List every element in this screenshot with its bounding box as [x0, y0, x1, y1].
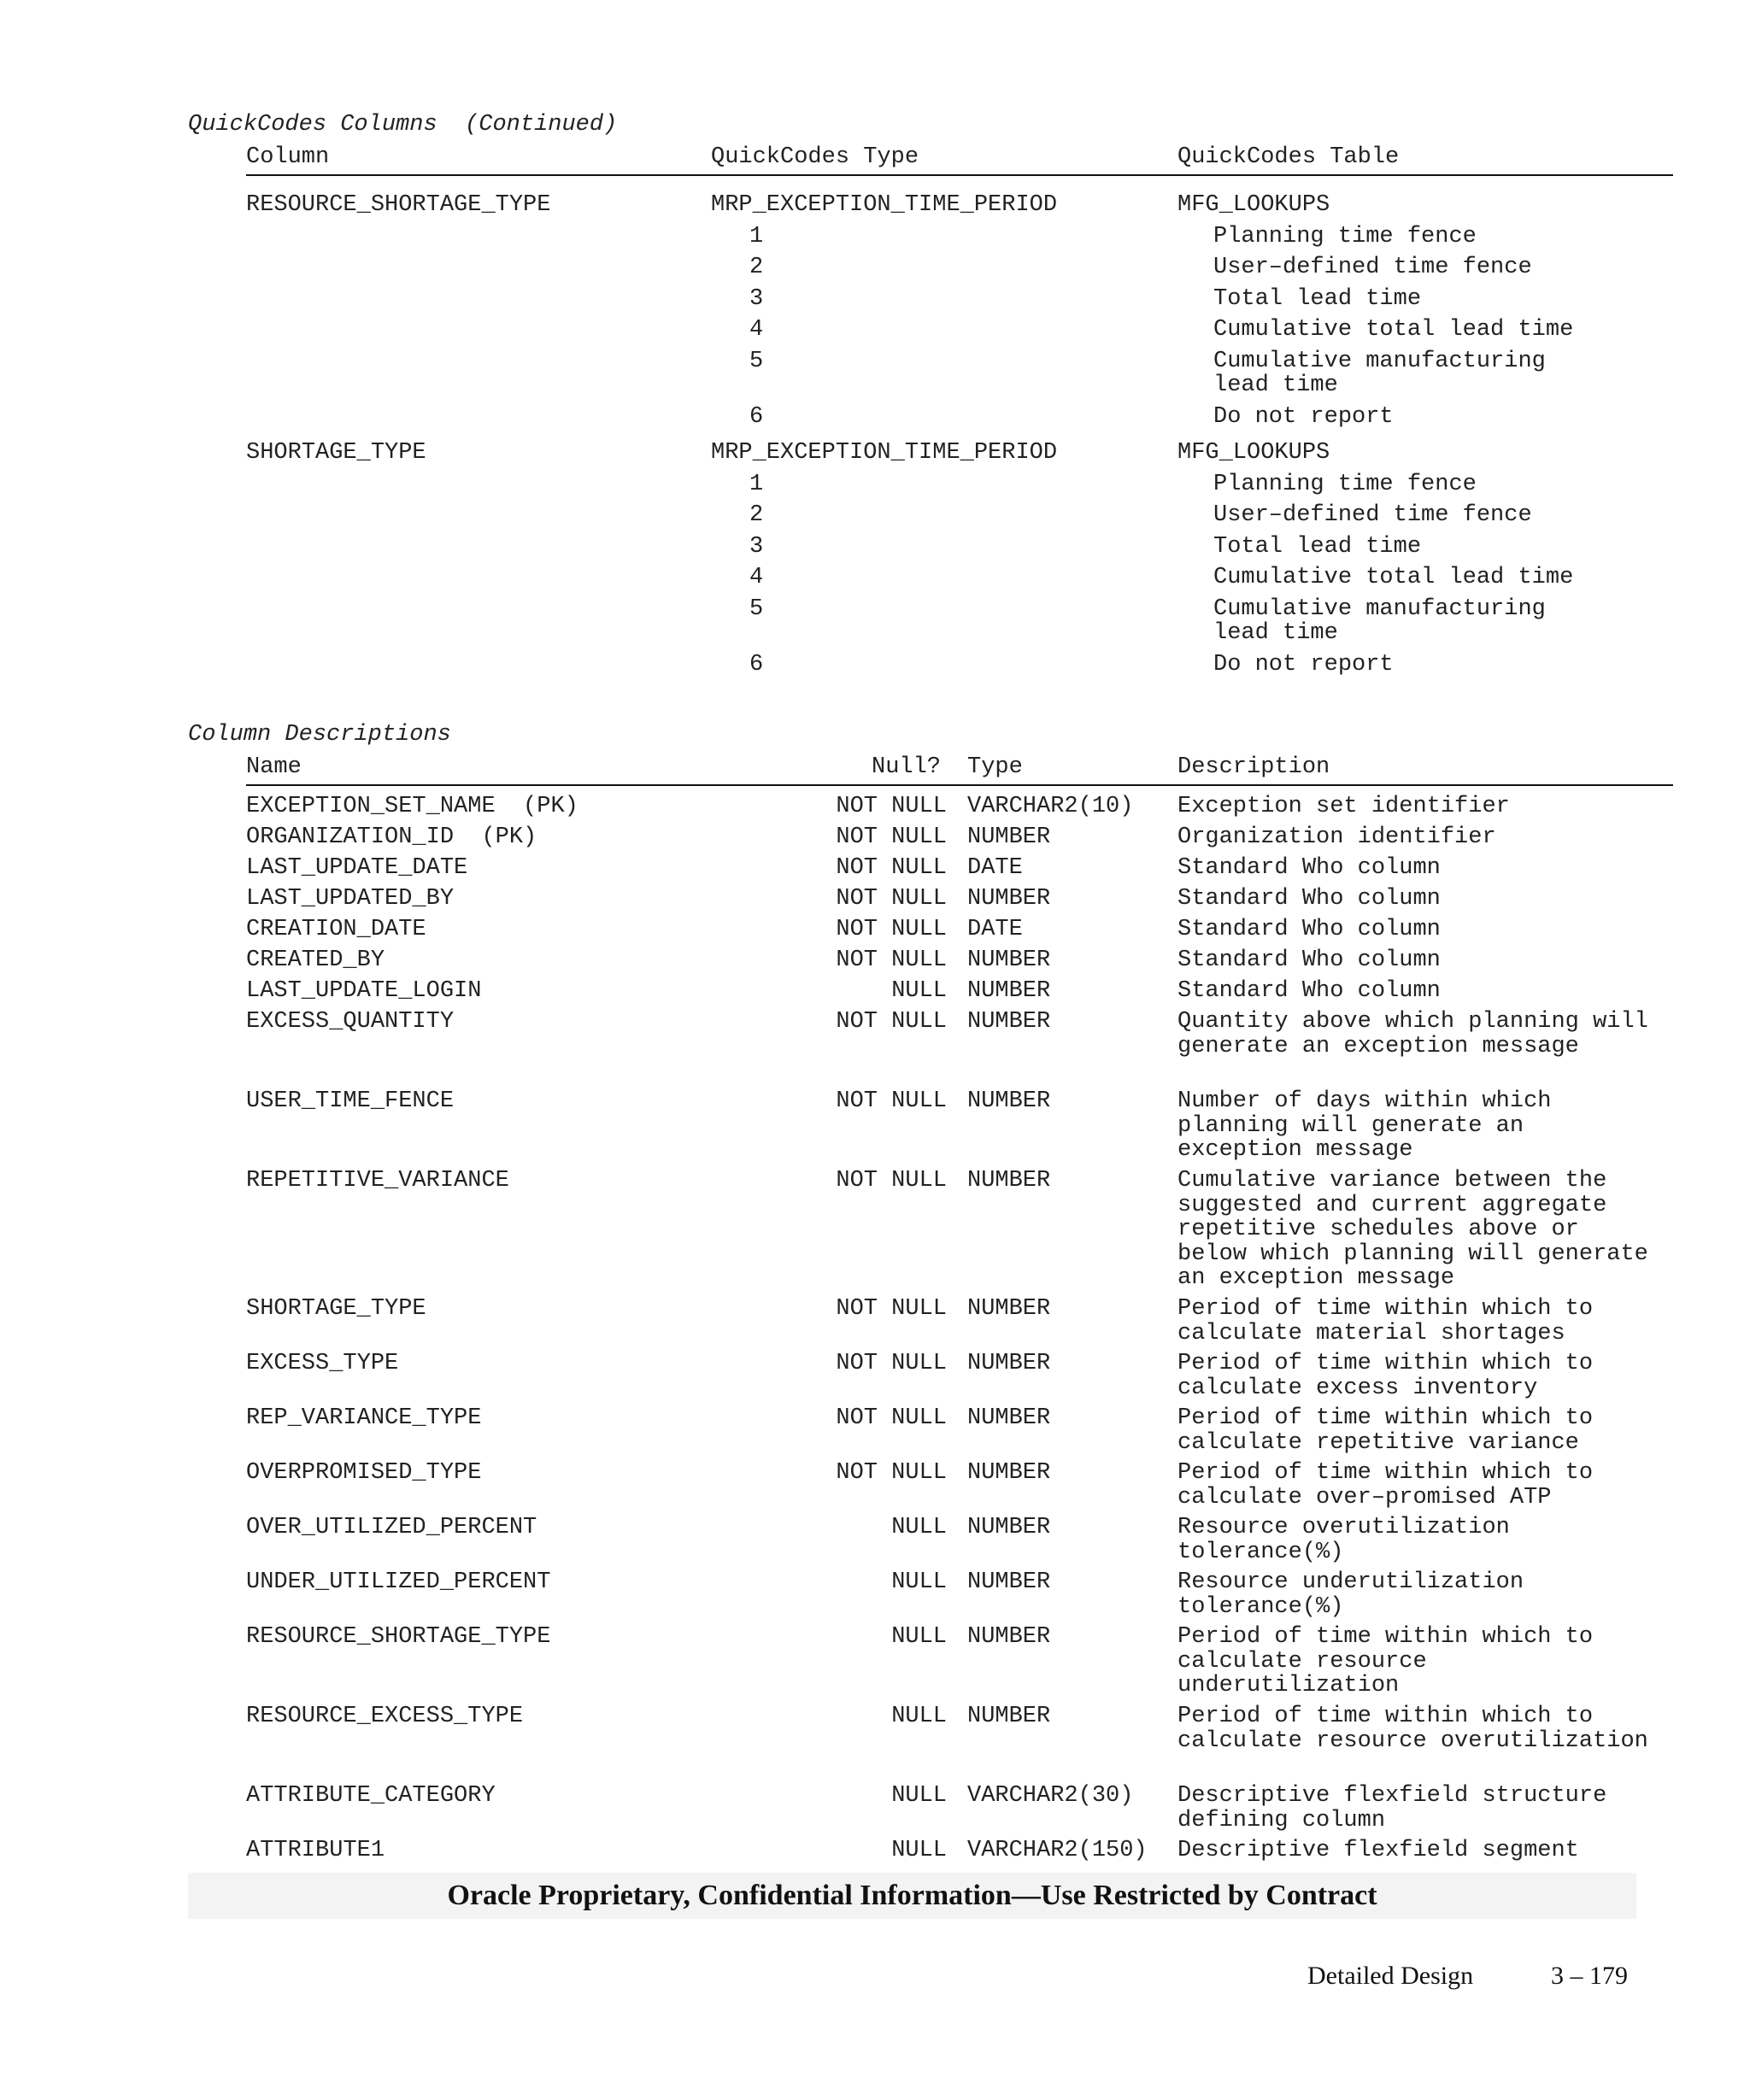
column-type: NUMBER	[967, 824, 1051, 850]
footer-page-number: 3 – 179	[1551, 1962, 1628, 1990]
column-type: NUMBER	[967, 1088, 1051, 1114]
null-constraint: NOT NULL	[836, 1405, 947, 1431]
column-name: EXCEPTION_SET_NAME (PK)	[246, 794, 578, 819]
null-constraint: NULL	[891, 978, 947, 1004]
quickcode-value: 5	[749, 595, 764, 622]
column-name: ATTRIBUTE_CATEGORY	[246, 1783, 496, 1809]
quickcodes-column-name: SHORTAGE_TYPE	[246, 440, 426, 466]
quickcode-meaning: Total lead time	[1213, 285, 1422, 312]
null-constraint: NOT NULL	[836, 1168, 947, 1194]
column-type: NUMBER	[967, 1704, 1051, 1729]
column-name: UNDER_UTILIZED_PERCENT	[246, 1569, 551, 1595]
quickcode-meaning: Cumulative manufacturing lead time	[1213, 595, 1546, 646]
column-type: NUMBER	[967, 1296, 1051, 1322]
header-column: Column	[246, 144, 330, 170]
column-type: NUMBER	[967, 1569, 1051, 1595]
null-constraint: NOT NULL	[836, 855, 947, 881]
quickcode-meaning: Planning time fence	[1213, 223, 1477, 249]
null-constraint: NOT NULL	[836, 886, 947, 912]
column-type: VARCHAR2(10)	[967, 794, 1134, 819]
confidential-banner: Oracle Proprietary, Confidential Information––Use Restricted by Contract	[188, 1873, 1636, 1919]
header-quickcodes-type: QuickCodes Type	[711, 144, 919, 170]
column-type: DATE	[967, 855, 1023, 881]
null-constraint: NOT NULL	[836, 1460, 947, 1486]
column-name: ATTRIBUTE1	[246, 1838, 385, 1863]
quickcode-value: 4	[749, 565, 764, 590]
column-name: LAST_UPDATE_DATE	[246, 855, 468, 881]
quickcode-meaning: Total lead time	[1213, 533, 1422, 560]
column-type: NUMBER	[967, 1460, 1051, 1486]
column-name: SHORTAGE_TYPE	[246, 1296, 426, 1322]
column-type: NUMBER	[967, 1405, 1051, 1431]
column-type: NUMBER	[967, 1351, 1051, 1376]
null-constraint: NOT NULL	[836, 947, 947, 973]
column-type: VARCHAR2(150)	[967, 1838, 1148, 1863]
quickcodes-type: MRP_EXCEPTION_TIME_PERIOD	[711, 192, 1058, 218]
null-constraint: NOT NULL	[836, 1296, 947, 1322]
quickcodes-table: MFG_LOOKUPS	[1177, 192, 1330, 218]
column-name: LAST_UPDATE_LOGIN	[246, 978, 482, 1004]
column-type: NUMBER	[967, 947, 1051, 973]
quickcodes-type: MRP_EXCEPTION_TIME_PERIOD	[711, 440, 1058, 466]
column-description: Number of days within which planning will generate an exception message	[1177, 1088, 1552, 1163]
null-constraint: NOT NULL	[836, 794, 947, 819]
column-description: Descriptive flexfield structure defining column	[1177, 1783, 1607, 1833]
column-type: NUMBER	[967, 1515, 1051, 1540]
quickcode-value: 2	[749, 502, 764, 528]
null-constraint: NULL	[891, 1569, 947, 1595]
column-description: Standard Who column	[1177, 978, 1441, 1004]
quickcodes-header	[246, 145, 1673, 176]
quickcode-value: 6	[749, 403, 764, 430]
column-name: CREATED_BY	[246, 947, 385, 973]
column-type: NUMBER	[967, 978, 1051, 1004]
column-description: Period of time within which to calculate resource underutilization	[1177, 1624, 1594, 1698]
null-constraint: NOT NULL	[836, 824, 947, 850]
column-description: Cumulative variance between the suggested and current aggregate repetitive schedules above or below which planning will generate an exception message	[1177, 1168, 1648, 1291]
quickcodes-table: MFG_LOOKUPS	[1177, 440, 1330, 466]
column-description: Period of time within which to calculate excess inventory	[1177, 1351, 1594, 1401]
column-description: Standard Who column	[1177, 947, 1441, 973]
column-type: DATE	[967, 917, 1023, 942]
null-constraint: NULL	[891, 1783, 947, 1809]
column-type: VARCHAR2(30)	[967, 1783, 1134, 1809]
column-name: RESOURCE_SHORTAGE_TYPE	[246, 1624, 551, 1650]
header-description: Description	[1177, 754, 1330, 780]
quickcode-meaning: Cumulative manufacturing lead time	[1213, 348, 1546, 398]
column-descriptions-header	[246, 755, 1673, 786]
column-name: ORGANIZATION_ID (PK)	[246, 824, 537, 850]
quickcode-meaning: Planning time fence	[1213, 471, 1477, 497]
column-description: Resource overutilization tolerance(%)	[1177, 1515, 1510, 1565]
column-description: Period of time within which to calculate material shortages	[1177, 1296, 1594, 1346]
null-constraint: NULL	[891, 1704, 947, 1729]
column-type: NUMBER	[967, 1009, 1051, 1035]
quickcode-value: 3	[749, 533, 764, 560]
header-quickcodes-table: QuickCodes Table	[1177, 144, 1400, 170]
column-description: Organization identifier	[1177, 824, 1496, 850]
column-description: Standard Who column	[1177, 886, 1441, 912]
null-constraint: NOT NULL	[836, 917, 947, 942]
header-null: Null?	[872, 754, 942, 780]
quickcode-meaning: User–defined time fence	[1213, 255, 1532, 280]
column-description: Period of time within which to calculate repetitive variance	[1177, 1405, 1594, 1456]
column-name: USER_TIME_FENCE	[246, 1088, 455, 1114]
column-description: Standard Who column	[1177, 917, 1441, 942]
column-name: EXCESS_TYPE	[246, 1351, 399, 1376]
quickcode-value: 3	[749, 285, 764, 312]
null-constraint: NOT NULL	[836, 1351, 947, 1376]
column-type: NUMBER	[967, 1624, 1051, 1650]
column-name: RESOURCE_EXCESS_TYPE	[246, 1704, 524, 1729]
footer-section-name: Detailed Design	[1307, 1962, 1474, 1990]
column-type: NUMBER	[967, 886, 1051, 912]
column-name: OVER_UTILIZED_PERCENT	[246, 1515, 537, 1540]
column-name: OVERPROMISED_TYPE	[246, 1460, 482, 1486]
null-constraint: NULL	[891, 1624, 947, 1650]
quickcode-meaning: User–defined time fence	[1213, 502, 1532, 528]
null-constraint: NULL	[891, 1515, 947, 1540]
header-type: Type	[967, 754, 1023, 780]
column-description: Resource underutilization tolerance(%)	[1177, 1569, 1524, 1620]
quickcode-value: 5	[749, 348, 764, 374]
quickcode-meaning: Do not report	[1213, 403, 1394, 430]
column-description: Quantity above which planning will generate an exception message	[1177, 1009, 1648, 1059]
quickcode-meaning: Do not report	[1213, 651, 1394, 678]
quickcodes-section-title: QuickCodes Columns (Continued)	[188, 112, 618, 138]
quickcode-value: 6	[749, 651, 764, 678]
column-descriptions-title: Column Descriptions	[188, 722, 451, 748]
column-description: Descriptive flexfield segment	[1177, 1838, 1579, 1863]
quickcode-value: 1	[749, 223, 764, 249]
quickcodes-column-name: RESOURCE_SHORTAGE_TYPE	[246, 192, 551, 218]
column-name: REPETITIVE_VARIANCE	[246, 1168, 509, 1194]
quickcode-value: 2	[749, 255, 764, 280]
column-name: EXCESS_QUANTITY	[246, 1009, 455, 1035]
column-name: LAST_UPDATED_BY	[246, 886, 455, 912]
quickcode-value: 1	[749, 471, 764, 497]
column-name: CREATION_DATE	[246, 917, 426, 942]
column-name: REP_VARIANCE_TYPE	[246, 1405, 482, 1431]
quickcode-value: 4	[749, 317, 764, 343]
null-constraint: NOT NULL	[836, 1088, 947, 1114]
null-constraint: NULL	[891, 1838, 947, 1863]
header-name: Name	[246, 754, 302, 780]
column-description: Exception set identifier	[1177, 794, 1510, 819]
quickcode-meaning: Cumulative total lead time	[1213, 317, 1574, 343]
column-type: NUMBER	[967, 1168, 1051, 1194]
quickcode-meaning: Cumulative total lead time	[1213, 565, 1574, 590]
column-description: Period of time within which to calculate over–promised ATP	[1177, 1460, 1594, 1510]
null-constraint: NOT NULL	[836, 1009, 947, 1035]
column-description: Period of time within which to calculate resource overutilization	[1177, 1704, 1648, 1754]
column-description: Standard Who column	[1177, 855, 1441, 881]
